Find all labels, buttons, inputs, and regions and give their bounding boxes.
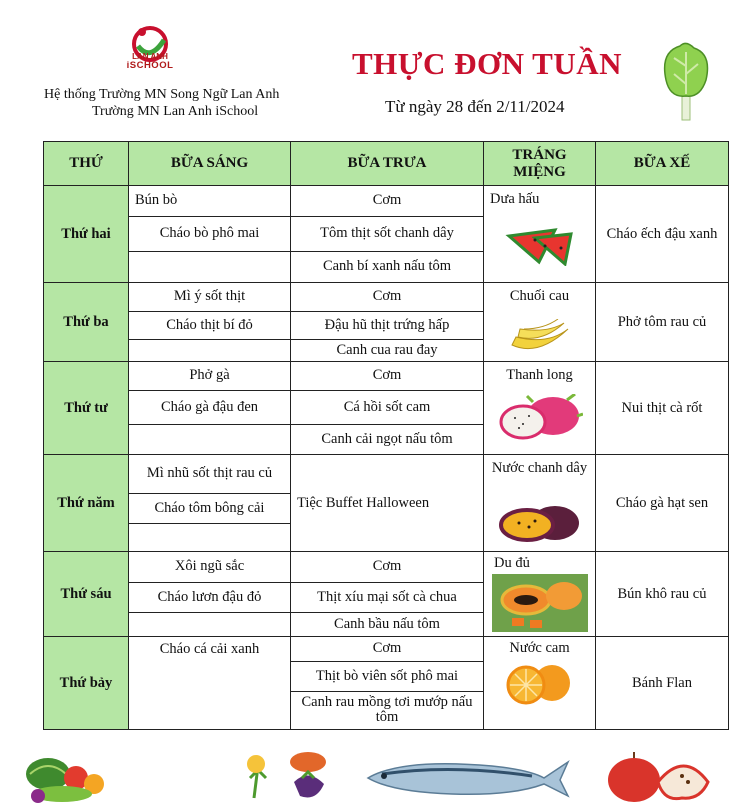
dessert-cell [484,186,596,283]
logo-subtext: iSCHOOL [126,60,174,71]
lunch-item: Thịt xíu mại sốt cà chua [291,582,483,612]
breakfast-item [129,251,290,282]
dragon-fruit-icon [497,394,583,440]
table-row [44,186,729,283]
breakfast-item [129,523,290,551]
table-row [44,637,729,730]
lunch-cell [291,283,484,362]
snack-cell: Nui thịt cà rốt [596,362,729,455]
dessert-label: Dưa hấu [490,191,540,207]
lunch-item: Cơm [291,552,483,582]
day-label: Thứ bảy [44,637,129,730]
lunch-item: Đậu hũ thịt trứng hấp [291,311,483,339]
lunch-cell [291,362,484,455]
day-label: Thứ tư [44,362,129,455]
vegetables-basket-icon [18,748,114,804]
lunch-item: Canh bầu nấu tôm [334,615,440,632]
school-system: Hệ thống Trường MN Song Ngữ Lan Anh [44,87,280,102]
dessert-cell [484,455,596,552]
menu-table [43,141,729,730]
breakfast-item [129,612,290,636]
dessert-cell [484,637,596,730]
table-row [44,552,729,637]
breakfast-item: Cháo tôm bông cải [129,493,290,523]
day-label: Thứ hai [44,186,129,283]
orange-icon [500,663,580,705]
lunch-cell [291,552,484,637]
header-dessert: TRÁNG MIỆNG [484,142,596,186]
day-label: Thứ ba [44,283,129,362]
lunch-cell [291,186,484,283]
lunch-item: Canh cua rau đay [336,341,438,358]
passion-fruit-icon [497,501,583,543]
breakfast-cell [129,186,291,283]
papaya-icon [492,574,588,632]
lunch-item: Canh bí xanh nấu tôm [322,258,452,275]
school-name: Trường MN Lan Anh iSchool [92,104,259,119]
day-label: Thứ sáu [44,552,129,637]
dessert-label: Nước cam [509,640,570,656]
dessert-cell [484,362,596,455]
breakfast-item: Cháo cá cải xanh [159,641,260,657]
apple-icon [604,752,710,804]
banana-icon [508,319,572,355]
lunch-item: Canh rau mồng tơi mướp nấu tôm [301,694,473,726]
breakfast-item [129,424,290,454]
breakfast-item: Phở gà [129,362,290,390]
header-breakfast: BỮA SÁNG [129,142,291,186]
breakfast-item: Mì nhũ sốt thịt rau củ [129,455,290,493]
breakfast-item [129,339,290,361]
breakfast-item: Xôi ngũ sắc [129,552,290,582]
breakfast-cell [129,455,291,552]
breakfast-cell [129,362,291,455]
snack-cell: Cháo gà hạt sen [596,455,729,552]
lunch-item: Cơm [291,186,483,216]
header-lunch: BỮA TRƯA [291,142,484,186]
dessert-label: Nước chanh dây [491,460,588,476]
table-header-row [44,142,729,186]
table-row [44,283,729,362]
lunch-item: Tôm thịt sốt chanh dây [291,216,483,251]
dessert-cell [484,552,596,637]
dessert-label: Du đủ [494,555,530,571]
lunch-item: Cá hồi sốt cam [291,390,483,424]
breakfast-cell [129,283,291,362]
snack-cell: Bánh Flan [596,637,729,730]
breakfast-item: Mì ý sốt thịt [129,283,290,311]
lunch-item: Cơm [291,362,483,390]
page-title: THỰC ĐƠN TUẦN [352,46,623,81]
dessert-label: Thanh long [506,367,573,383]
date-range: Từ ngày 28 đến 2/11/2024 [385,97,565,116]
header-day: THỨ [44,142,129,186]
lunch-item: Canh cải ngọt nấu tôm [321,430,453,447]
lunch-cell [291,637,484,730]
breakfast-item: Cháo bò phô mai [129,216,290,251]
header-snack: BỮA XẾ [596,142,729,186]
breakfast-cell [129,552,291,637]
breakfast-cell [129,637,291,730]
table-row [44,455,729,552]
table-row [44,362,729,455]
lunch-item: Tiệc Buffet Halloween [297,494,430,511]
lettuce-icon [660,40,712,122]
day-label: Thứ năm [44,455,129,552]
lunch-item: Cơm [291,637,483,661]
lunch-cell [291,455,484,552]
breakfast-item: Cháo gà đậu đen [129,390,290,424]
dessert-cell [484,283,596,362]
snack-cell: Phở tôm rau củ [596,283,729,362]
snack-cell: Cháo ếch đậu xanh [596,186,729,283]
logo-text: LAN ANH [132,52,168,61]
breakfast-item: Bún bò [129,186,290,216]
watermelon-icon [505,226,575,266]
lunch-item: Cơm [291,283,483,311]
dessert-label: Chuối cau [509,288,570,304]
snack-cell: Bún khô rau củ [596,552,729,637]
lunch-item: Thịt bò viên sốt phô mai [291,661,483,691]
breakfast-item: Cháo thịt bí đỏ [129,311,290,339]
breakfast-item: Cháo lươn đậu đỏ [129,582,290,612]
vegetables-icon [234,748,334,804]
fish-icon [362,756,572,800]
